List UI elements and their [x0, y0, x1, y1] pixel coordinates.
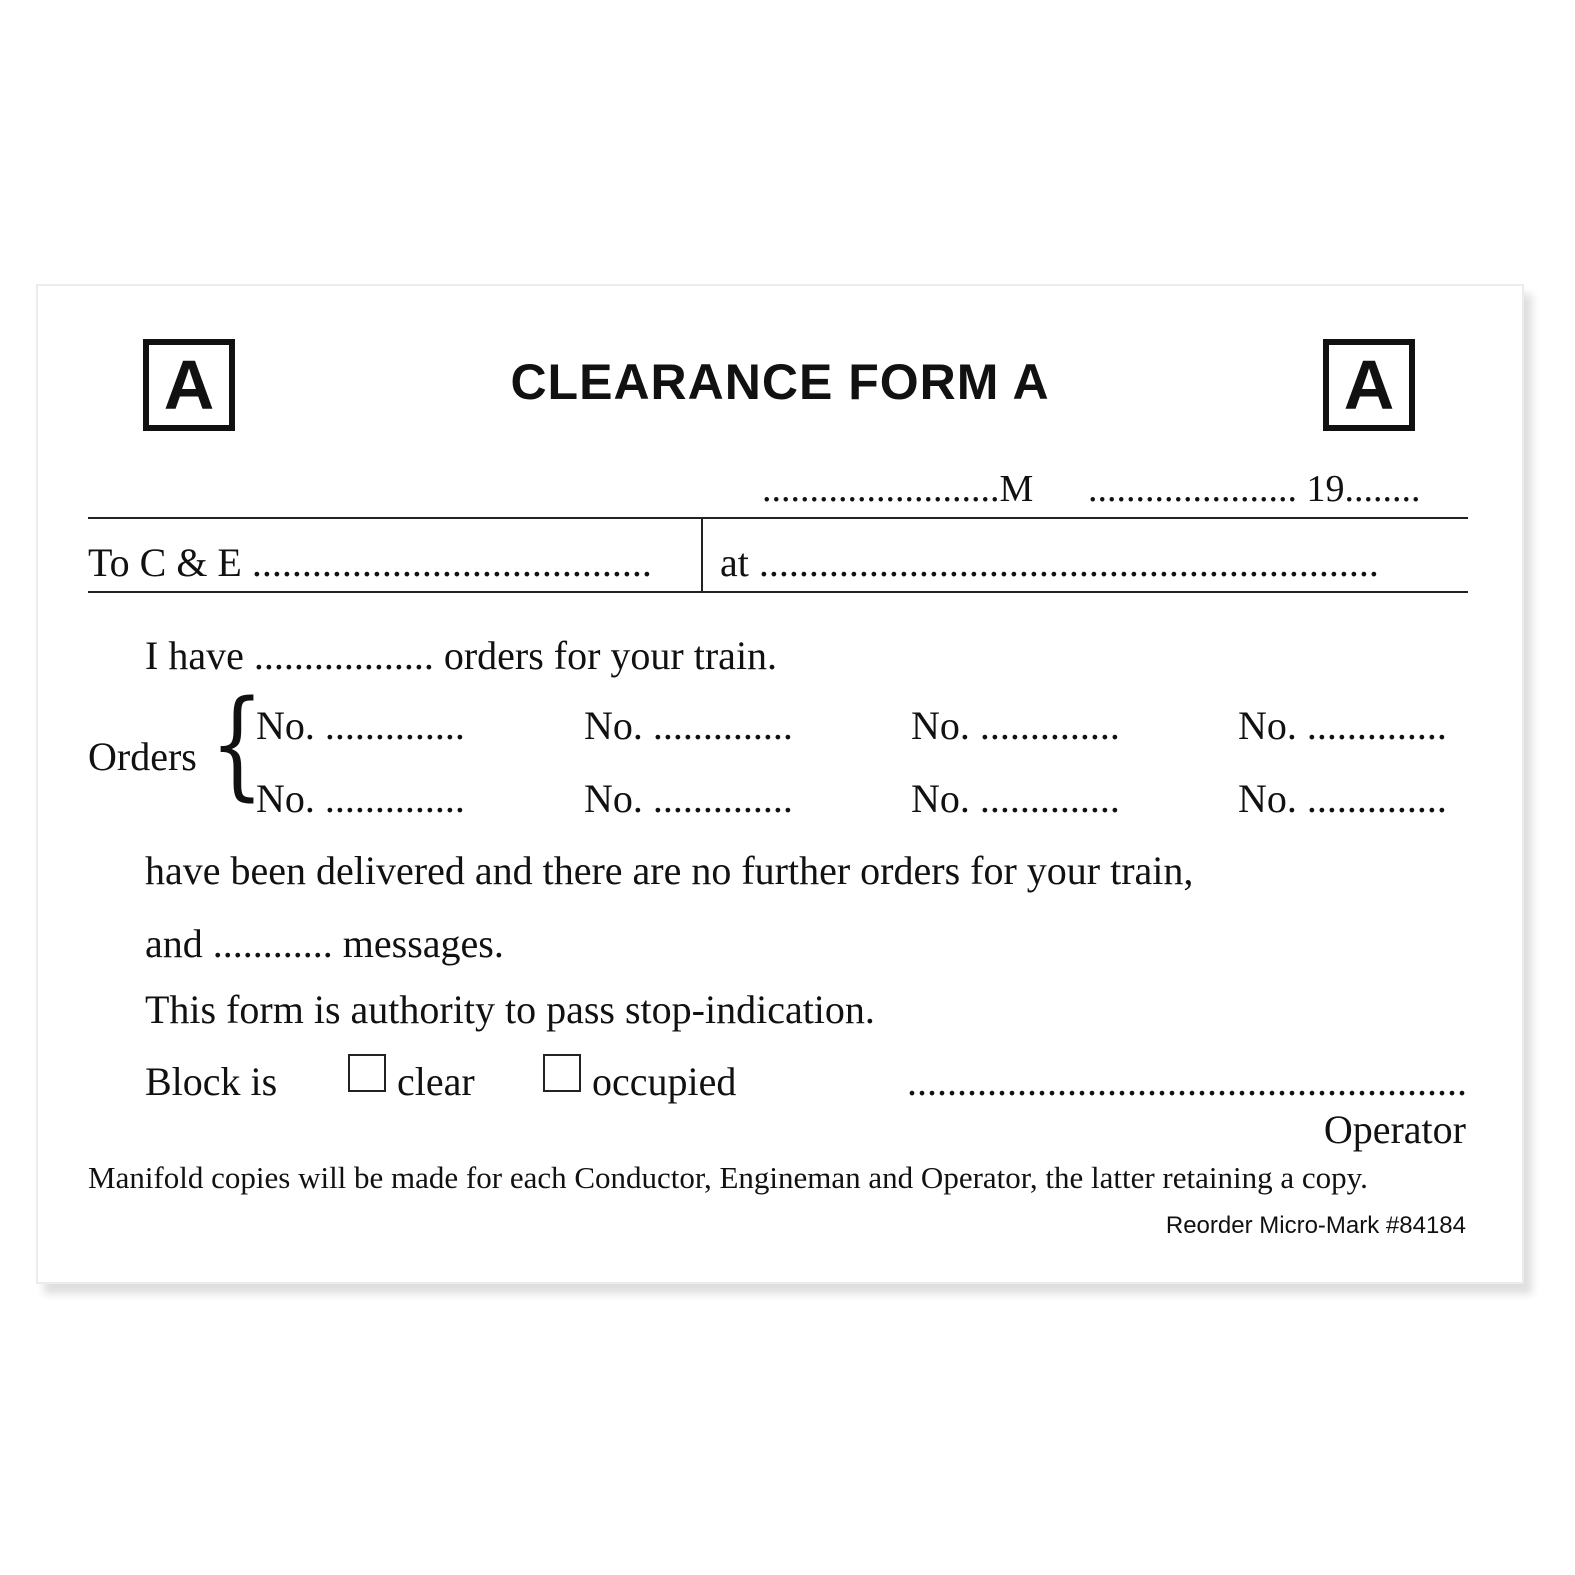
at-location-field[interactable]: at .............................................................. — [720, 540, 1379, 585]
order-number-field[interactable]: No. .............. — [911, 703, 1120, 748]
order-number-field[interactable]: No. .............. — [584, 776, 793, 821]
order-number-field[interactable]: No. .............. — [256, 703, 465, 748]
bottom-rule — [88, 591, 1468, 593]
messages-count-line[interactable]: and ............ messages. — [145, 921, 504, 966]
block-clear-label: clear — [397, 1059, 475, 1104]
order-number-field[interactable]: No. .............. — [1238, 776, 1447, 821]
top-rule — [88, 517, 1468, 519]
clearance-form-card — [36, 284, 1524, 1284]
orders-brace: { — [210, 674, 265, 812]
form-letter-badge-right: A — [1323, 339, 1415, 431]
operator-label: Operator — [1323, 1107, 1466, 1152]
order-number-field[interactable]: No. .............. — [256, 776, 465, 821]
field-divider — [701, 518, 703, 592]
delivered-statement: have been delivered and there are no further orders for your train, — [145, 848, 1194, 893]
reorder-note: Reorder Micro-Mark #84184 — [1165, 1212, 1466, 1239]
form-title: CLEARANCE FORM A — [510, 354, 1050, 410]
operator-signature-field[interactable]: ........................................................ — [907, 1059, 1467, 1104]
orders-label: Orders — [88, 734, 197, 779]
date-field[interactable]: ...................... 19........ — [1088, 468, 1421, 510]
order-number-field[interactable]: No. .............. — [584, 703, 793, 748]
block-occupied-label: occupied — [592, 1059, 737, 1104]
block-occupied-checkbox[interactable] — [543, 1054, 581, 1092]
to-conductor-engineman-field[interactable]: To C & E ........................................ — [88, 540, 652, 585]
authority-statement: This form is authority to pass stop-indication. — [145, 987, 875, 1032]
manifold-note: Manifold copies will be made for each Conductor, Engineman and Operator, the latter retaining a copy. — [88, 1160, 1368, 1195]
block-is-label: Block is — [145, 1059, 278, 1104]
order-number-field[interactable]: No. .............. — [911, 776, 1120, 821]
time-field[interactable]: .........................M — [762, 468, 1034, 510]
block-clear-checkbox[interactable] — [348, 1054, 386, 1092]
form-letter-badge-left: A — [143, 339, 235, 431]
orders-count-line[interactable]: I have .................. orders for your train. — [145, 633, 778, 678]
order-number-field[interactable]: No. .............. — [1238, 703, 1447, 748]
